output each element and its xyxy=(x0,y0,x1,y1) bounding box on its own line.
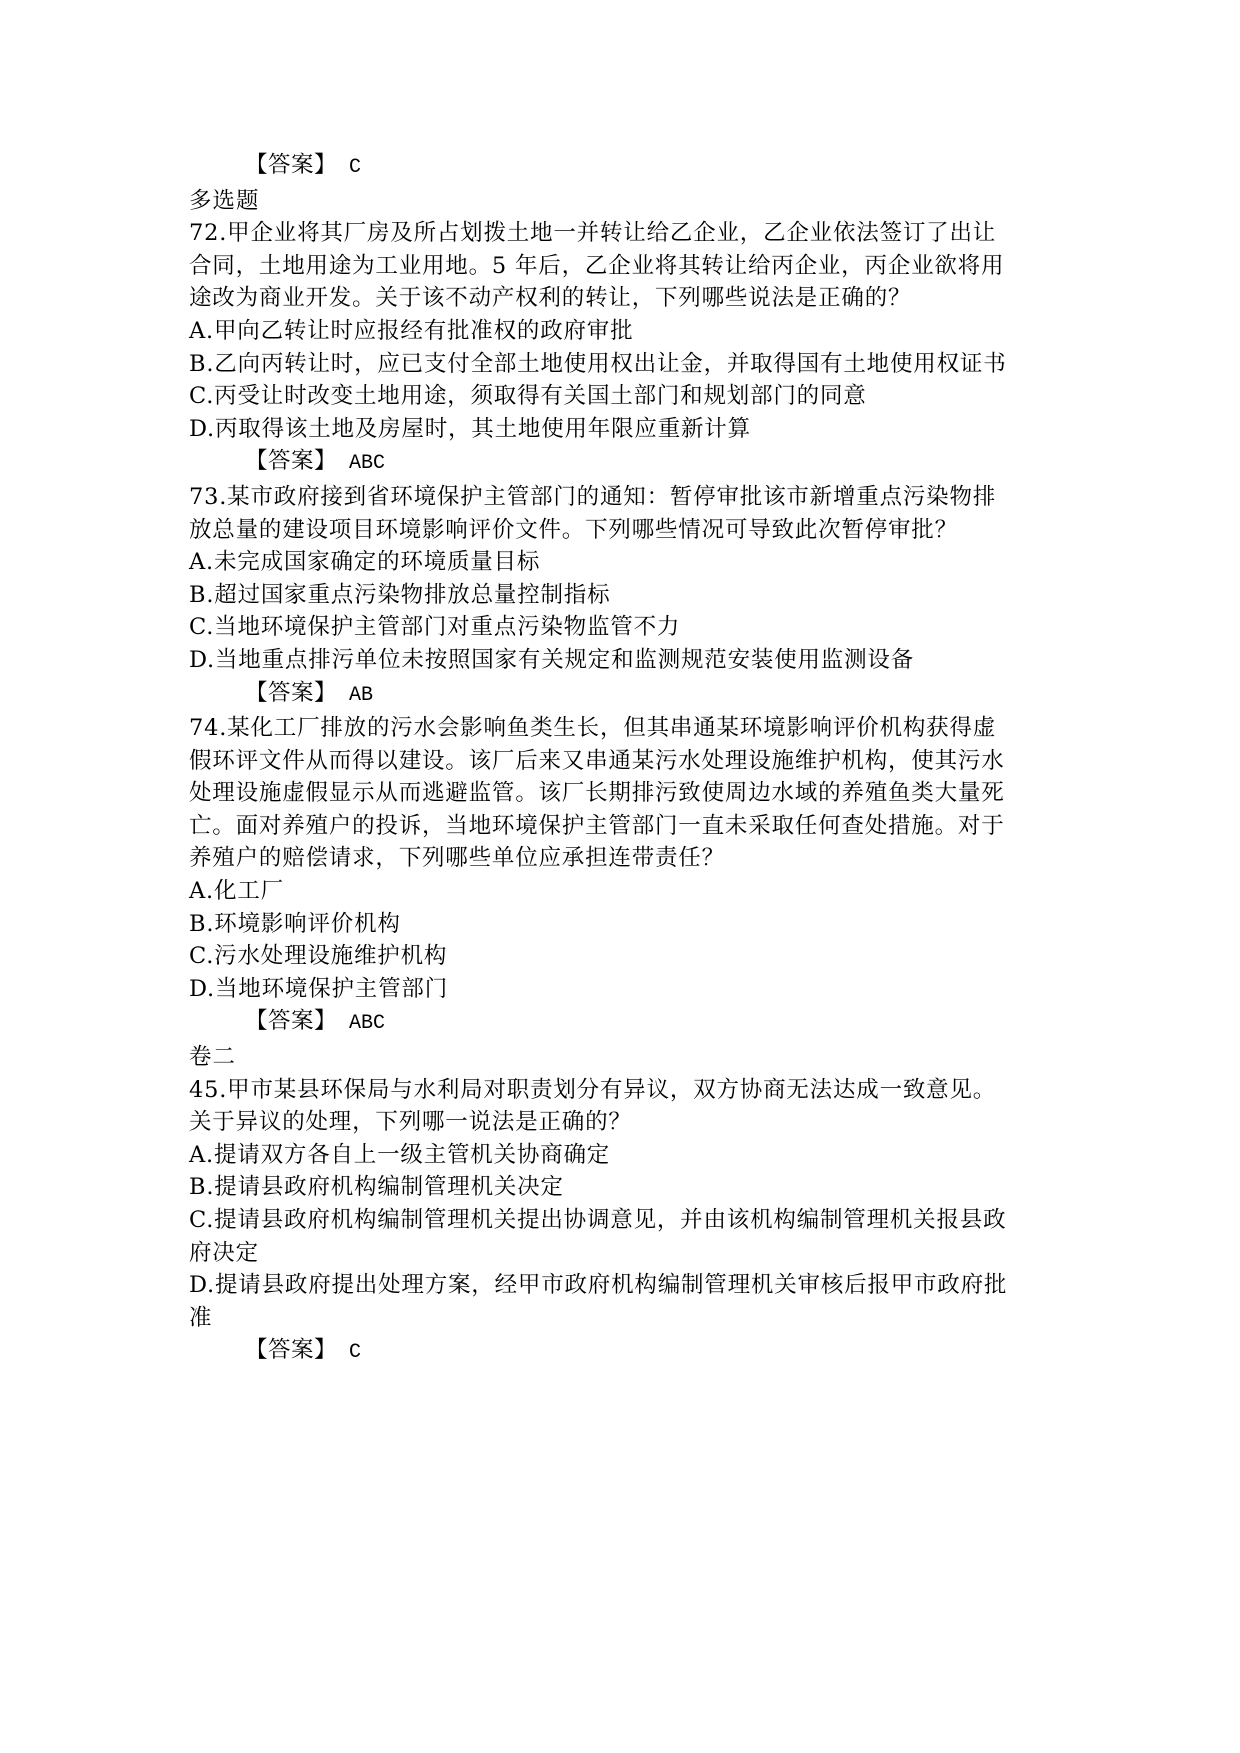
question-block xyxy=(189,217,1061,481)
answer-value: C xyxy=(349,1341,362,1365)
option-line: B.乙向丙转让时，应已支付全部土地使用权出让金，并取得国有土地使用权证书 xyxy=(189,350,1007,377)
question-line: 途改为商业开发。关于该不动产权利的转让，下列哪些说法是正确的？ xyxy=(189,285,912,312)
answer-value: ABC xyxy=(349,1012,386,1036)
answer-label: 【答案】 xyxy=(245,1337,338,1364)
option-line: 准 xyxy=(189,1304,213,1331)
option-line: D.提请县政府提出处理方案，经甲市政府机构编制管理机关审核后报甲市政府批 xyxy=(189,1272,1008,1299)
option-line: A.未完成国家确定的环境质量目标 xyxy=(189,549,541,576)
question-text xyxy=(189,712,1061,875)
question-block xyxy=(189,1074,1061,1370)
answer-value: AB xyxy=(349,683,374,707)
answer-label: 【答案】 xyxy=(245,1008,338,1035)
option-line: C.当地环境保护主管部门对重点污染物监管不力 xyxy=(189,614,681,641)
question-line: 72.甲企业将其厂房及所占划拨土地一并转让给乙企业，乙企业依法签订了出让 xyxy=(189,220,997,247)
question-text xyxy=(189,217,1061,315)
answer-label: 【答案】 xyxy=(245,152,338,178)
question-line: 关于异议的处理，下列哪一说法是正确的？ xyxy=(189,1109,632,1136)
answer-value: C xyxy=(349,156,362,179)
answer-line xyxy=(189,1334,1061,1370)
question-line: 45.甲市某县环保局与水利局对职责划分有异议，双方协商无法达成一致意见。 xyxy=(189,1076,997,1103)
option-line: 府决定 xyxy=(189,1239,259,1266)
section-heading: 多选题 xyxy=(189,187,260,214)
question-line: 养殖户的赔偿请求，下列哪些单位应承担连带责任？ xyxy=(189,845,725,872)
document-page xyxy=(189,149,1061,1370)
question-line: 合同，土地用途为工业用地。5 年后，乙企业将其转让给丙企业，丙企业欲将用 xyxy=(189,252,1005,279)
question-line: 处理设施虚假显示从而逃避监管。该厂长期排污致使周边水域的养殖鱼类大量死 xyxy=(189,780,1005,807)
option-line: D.丙取得该土地及房屋时，其土地使用年限应重新计算 xyxy=(189,415,751,442)
question-line: 假环评文件从而得以建设。该厂后来又串通某污水处理设施维护机构，使其污水 xyxy=(189,747,1005,774)
option-line: C.丙受让时改变土地用途，须取得有关国土部门和规划部门的同意 xyxy=(189,383,867,410)
option-line: B.超过国家重点污染物排放总量控制指标 xyxy=(189,581,611,608)
question-line: 73.某市政府接到省环境保护主管部门的通知：暂停审批该市新增重点污染物排 xyxy=(189,483,997,510)
answer-value: ABC xyxy=(349,452,386,476)
answer-line xyxy=(189,149,1061,185)
question-text xyxy=(189,481,1061,546)
option-line: C.污水处理设施维护机构 xyxy=(189,943,448,970)
answer-label: 【答案】 xyxy=(245,679,338,706)
question-text xyxy=(189,1074,1061,1139)
option-line: B.环境影响评价机构 xyxy=(189,910,401,937)
answer-line xyxy=(189,1005,1061,1041)
option-line: C.提请县政府机构编制管理机关提出协调意见，并由该机构编制管理机关报县政 xyxy=(189,1207,1007,1233)
option-line: D.当地环境保护主管部门 xyxy=(189,975,448,1002)
section-heading: 卷二 xyxy=(189,1044,237,1071)
question-block xyxy=(189,712,1061,1041)
answer-line xyxy=(189,445,1061,481)
option-line: D.当地重点排污单位未按照国家有关规定和监测规范安装使用监测设备 xyxy=(189,646,914,673)
answer-label: 【答案】 xyxy=(245,448,338,475)
question-line: 74.某化工厂排放的污水会影响鱼类生长，但其串通某环境影响评价机构获得虚 xyxy=(189,715,997,742)
option-line: A.化工厂 xyxy=(189,878,284,905)
question-line: 亡。面对养殖户的投诉，当地环境保护主管部门一直未采取任何查处措施。对于 xyxy=(189,812,1005,839)
answer-line xyxy=(189,677,1061,713)
option-line: A.提请双方各自上一级主管机关协商确定 xyxy=(189,1141,611,1168)
question-line: 放总量的建设项目环境影响评价文件。下列哪些情况可导致此次暂停审批？ xyxy=(189,516,958,543)
option-line: B.提请县政府机构编制管理机关决定 xyxy=(189,1174,564,1201)
question-block xyxy=(189,481,1061,712)
option-line: A.甲向乙转让时应报经有批准权的政府审批 xyxy=(189,317,634,344)
